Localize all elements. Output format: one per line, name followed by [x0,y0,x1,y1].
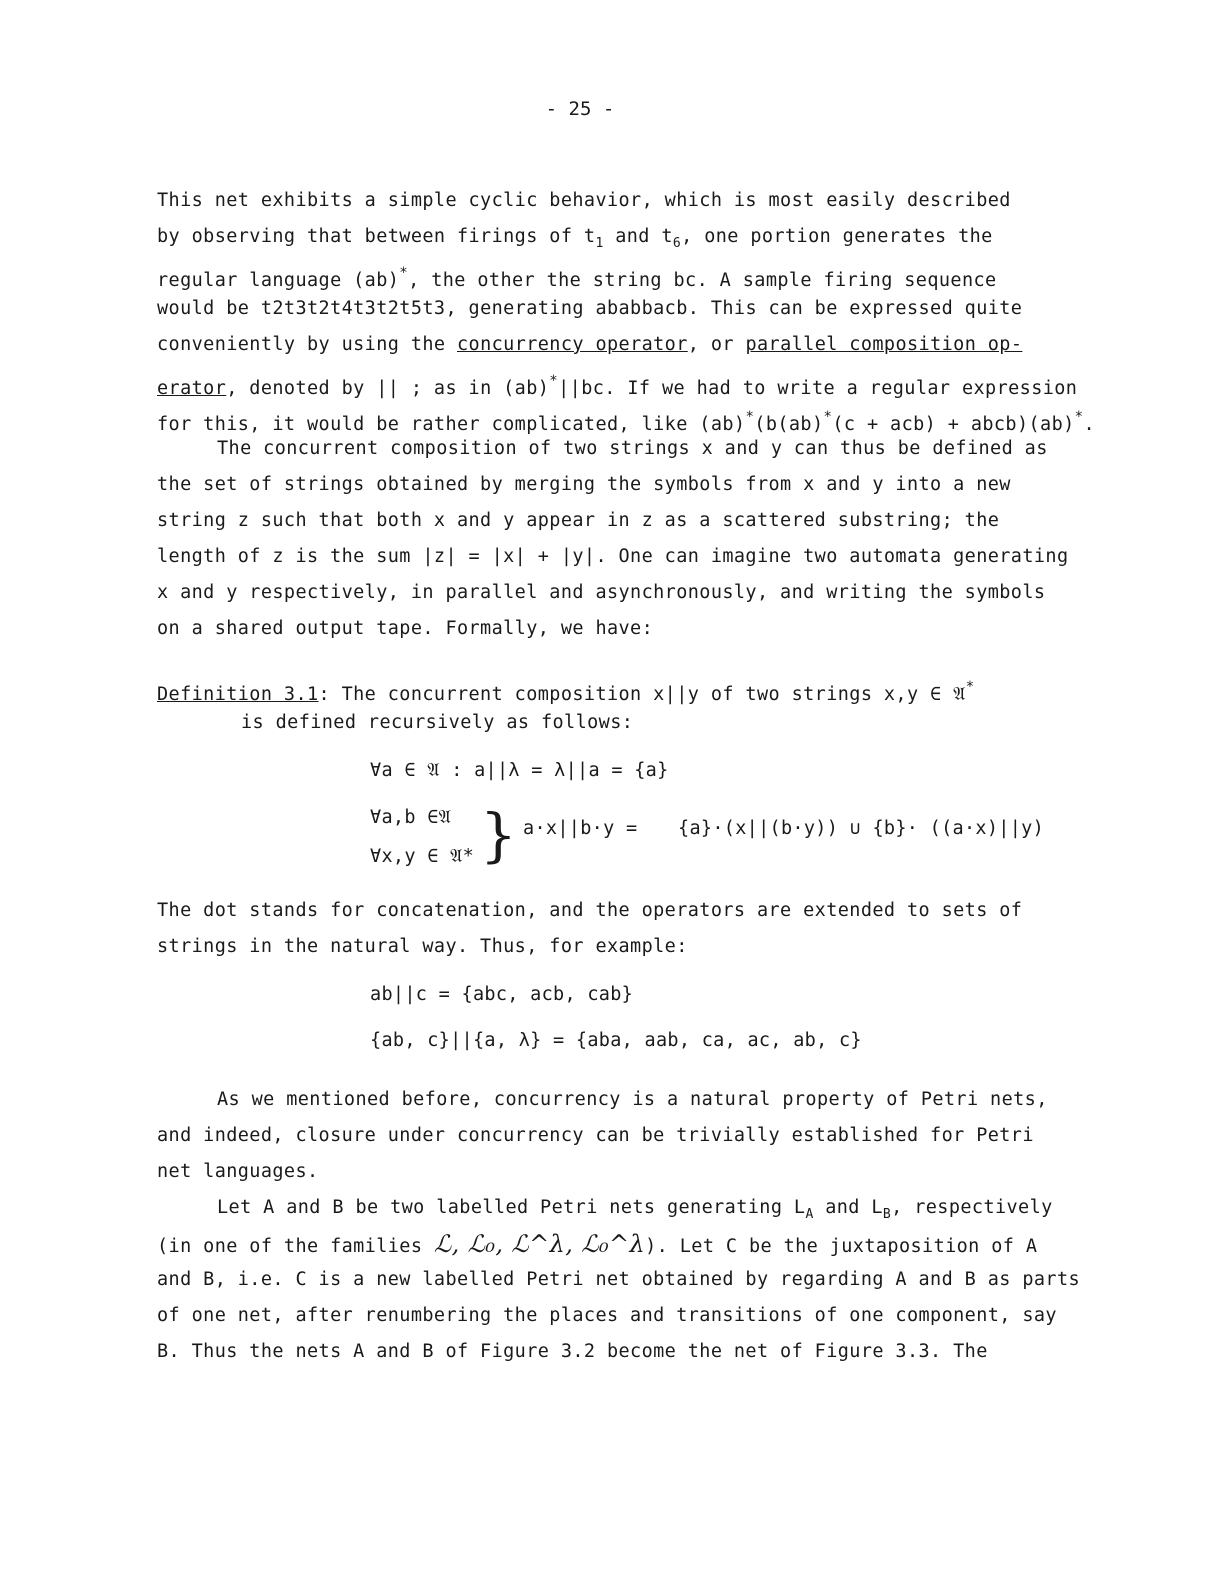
paragraph-4 [157,1082,1117,1190]
definition-label: Definition 3.1 [157,684,319,705]
text-line: B. Thus the nets A and B of Figure 3.2 become the net of Figure 3.3. The [157,1341,988,1362]
term-erator: erator [157,378,227,399]
text-line: x and y respectively, in parallel and asynchronously, and writing the symbols [157,582,1046,603]
text-line: and B, i.e. C is a new labelled Petri net obtained by regarding A and B as parts [157,1269,1081,1290]
text-line: The concurrent composition of two strings x and y can thus be defined as [217,438,1048,459]
text-line: This net exhibits a simple cyclic behavior, which is most easily described [157,190,1011,211]
term-concurrency-operator: concurrency operator [457,334,688,355]
text-line: The dot stands for concatenation, and the operators are extended to sets of [157,900,1023,921]
example-1: ab||c = {abc, acb, cab} [370,984,634,1005]
text-line: Let A and B be two labelled Petri nets generating $L_A$ and $L_B$, respectively [217,1197,1053,1222]
paragraph-2 [157,431,1117,647]
text-line: conveniently by using the concurrency operator, or parallel composition op- [157,334,1023,355]
term-parallel-composition: parallel composition op- [745,334,1023,355]
text-line: regular language (ab)*, the other the string bc. A sample firing sequence [157,265,997,291]
text-line: would be t2t3t2t4t3t2t5t3, generating ababbacb. This can be expressed quite [157,298,1023,319]
text-line: string z such that both x and y appear in z as a scattered substring; the [157,510,1000,531]
paragraph-5 [157,1190,1117,1370]
text-line: of one net, after renumbering the places and transitions of one component, say [157,1305,1057,1326]
definition-3-1 [157,669,1117,741]
text-line: strings in the natural way. Thus, for example: [157,936,688,957]
firing-sequence: t2t3t2t4t3t2t5t3 [260,298,446,319]
definition-rule-2-rhs: {a}·(x||(b·y)) ∪ {b}· ((a·x)||y) [678,818,1045,839]
text-line: (in one of the families ℒ, ℒ₀, ℒ^λ, ℒ₀^λ). Let C be the juxtaposition of A [157,1230,1038,1258]
text-line: As we mentioned before, concurrency is a natural property of Petri nets, [217,1089,1048,1110]
text-line: on a shared output tape. Formally, we have: [157,618,654,639]
text-line: by observing that between firings of $t_1$ and $t_6$, one portion generates the [157,226,993,251]
definition-rule-1: ∀a ∈ 𝔄 : a||λ = λ||a = {a} [370,760,669,781]
text-line: length of z is the sum |z| = |x| + |y|. One can imagine two automata generating [157,546,1069,567]
definition-rule-2-lhs: a·x||b·y = [523,818,638,839]
example-2: {ab, c}||{a, λ} = {aba, aab, ca, ac, ab, c} [370,1030,862,1051]
text-line: and indeed, closure under concurrency can be trivially established for Petri [157,1125,1034,1146]
paragraph-3 [157,893,1117,965]
text-line: is defined recursively as follows: [241,712,634,733]
definition-heading: Definition 3.1: The concurrent composition x||y of two strings x,y ∈ 𝔄* [157,679,975,705]
text-line: for this, it would be rather complicated, like (ab)*(b(ab)*(c + acb) + abcb)(ab)*. [157,409,1096,435]
language-families: ℒ, ℒ₀, ℒ^λ, ℒ₀^λ [433,1230,646,1258]
text-line: erator, denoted by || ; as in (ab)*||bc. If we had to write a regular expression [157,373,1078,399]
definition-rule-2-condition-b: ∀x,y ∈ 𝔄* [370,846,475,867]
text-line: the set of strings obtained by merging the symbols from x and y into a new [157,474,1011,495]
definition-rule-2-condition-a: ∀a,b ∈𝔄 [370,807,452,828]
text-line: net languages. [157,1161,319,1182]
right-brace-icon: } [480,801,517,869]
page-number: - 25 - [545,98,615,120]
paragraph-1 [157,183,1117,435]
